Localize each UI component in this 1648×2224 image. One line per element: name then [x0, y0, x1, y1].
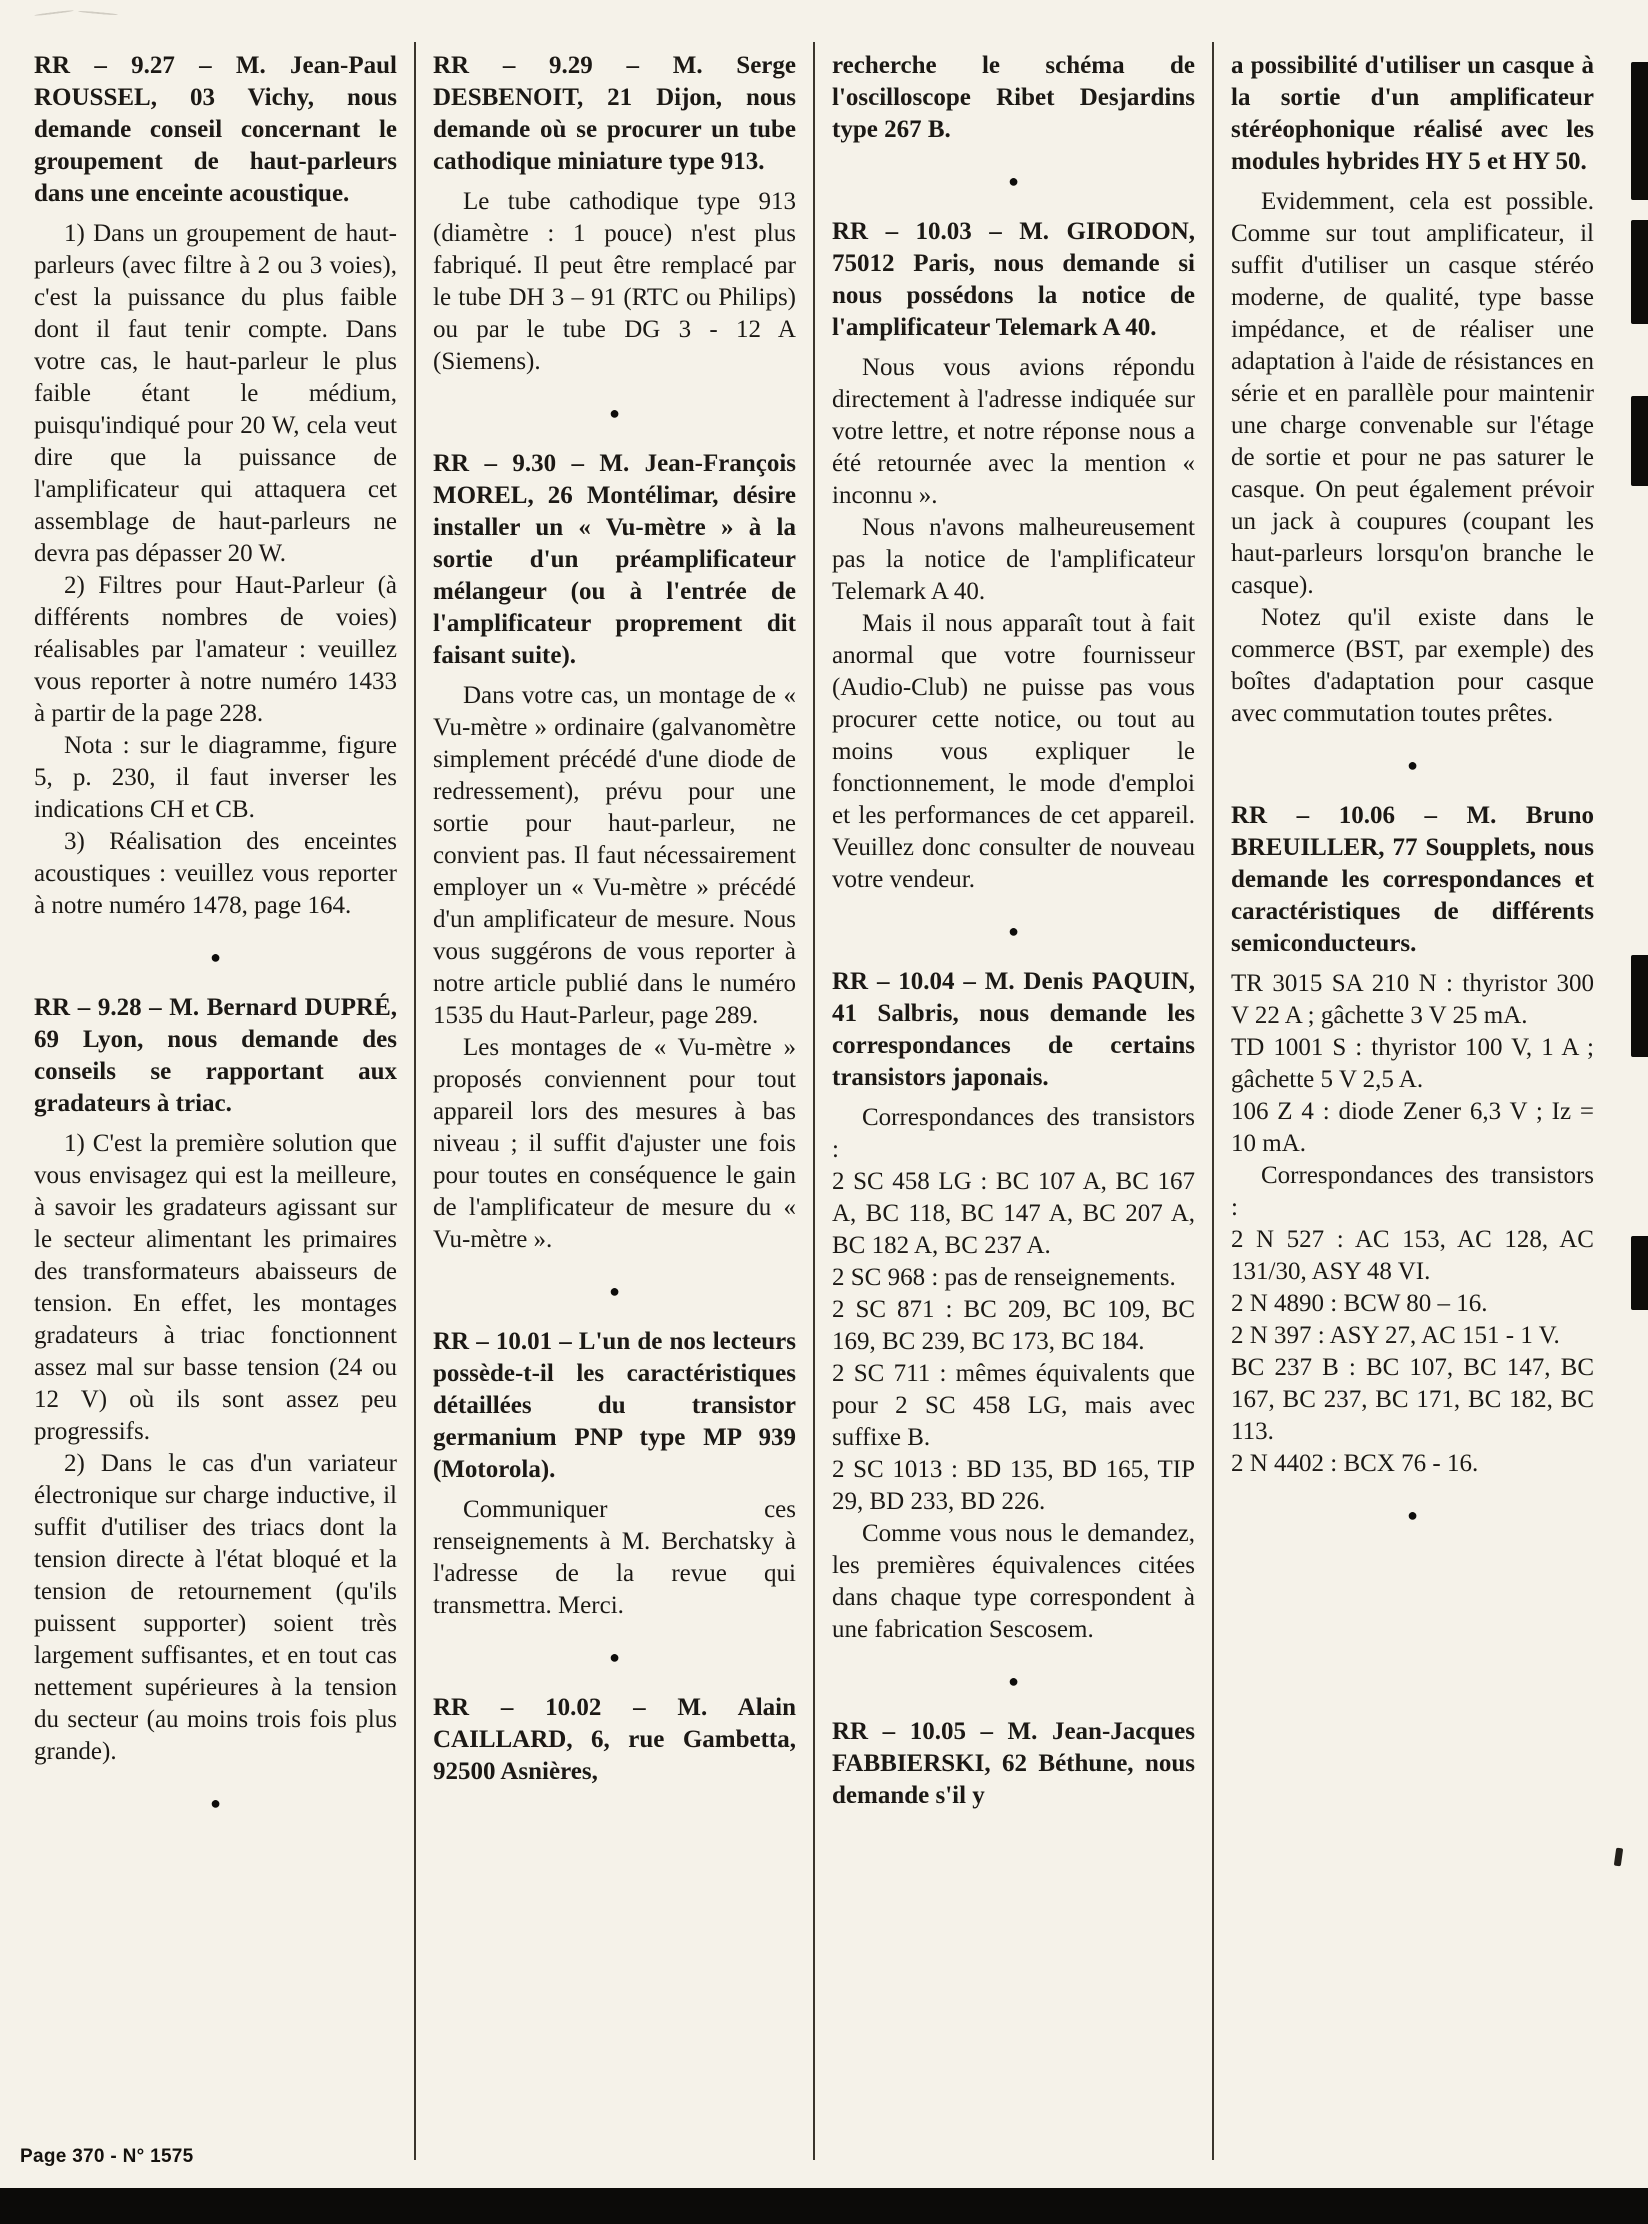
answer-paragraph: TR 3015 SA 210 N : thyristor 300 V 22 A ; gâchette 3 V 25 mA.: [1231, 970, 1594, 1029]
page-footer: Page 370 - N° 1575: [20, 2146, 194, 2167]
bullet-separator: ●: [1407, 1505, 1418, 1525]
answer-paragraph: Communiquer ces renseignements à M. Berchatsky à l'adresse de la revue qui transmettra. Merci.: [433, 1496, 796, 1619]
question-heading: RR – 10.04 – M. Denis PAQUIN, 41 Salbris, nous demande les correspondances de certains transistors japonais.: [832, 968, 1195, 1091]
answer-paragraph: Correspondances des transistors :: [1231, 1162, 1594, 1221]
answer-paragraph: Notez qu'il existe dans le commerce (BST, par exemple) des boîtes d'adaptation pour casque avec commutation toutes prêtes.: [1231, 604, 1594, 727]
bullet-separator: ●: [609, 1647, 620, 1667]
answer-paragraph: 1) Dans un groupement de haut-parleurs (avec filtre à 2 ou 3 voies), c'est la puissance du plus faible dont il faut tenir compte. Dans votre cas, le haut-parleur le plus faible étant le médium, puisqu'indiqué pour 20 W, cela veut dire que la puissance de l'amplificateur qui attaquera cet assemblage de haut-parleurs ne devra pas dépasser 20 W.: [34, 220, 397, 567]
question-heading: RR – 9.28 – M. Bernard DUPRÉ, 69 Lyon, nous demande des conseils se rapportant aux gradateurs à triac.: [34, 994, 397, 1117]
answer-paragraph: BC 237 B : BC 107, BC 147, BC 167, BC 237, BC 171, BC 182, BC 113.: [1231, 1354, 1594, 1445]
answer-paragraph: 2 SC 968 : pas de renseignements.: [832, 1264, 1176, 1291]
pencil-mark-artifact: [34, 2, 126, 26]
answer-paragraph: Comme vous nous le demandez, les premières équivalences citées dans chaque type correspondent à une fabrication Sescosem.: [832, 1520, 1195, 1643]
bullet-separator: ●: [1407, 755, 1418, 775]
question-heading: RR – 10.03 – M. GIRODON, 75012 Paris, nous demande si nous possédons la notice de l'amplificateur Telemark A 40.: [832, 218, 1195, 341]
text-column-1: [28, 42, 414, 2160]
question-heading: a possibilité d'utiliser un casque à la sortie d'un amplificateur stéréophonique réalisé avec les modules hybrides HY 5 et HY 50.: [1231, 52, 1594, 175]
answer-paragraph: 2 SC 458 LG : BC 107 A, BC 167 A, BC 118, BC 147 A, BC 207 A, BC 182 A, BC 237 A.: [832, 1168, 1195, 1259]
answer-paragraph: Correspondances des transistors :: [832, 1104, 1195, 1163]
answer-paragraph: Les montages de « Vu-mètre » proposés conviennent pour tout appareil lors des mesures à bas niveau ; il suffit d'ajuster une fois pour toutes en conséquence le gain de l'amplificateur de mesure du « Vu-mètre ».: [433, 1034, 796, 1253]
answer-paragraph: 106 Z 4 : diode Zener 6,3 V ; Iz = 10 mA.: [1231, 1098, 1594, 1157]
answer-paragraph: 2 SC 871 : BC 209, BC 109, BC 169, BC 239, BC 173, BC 184.: [832, 1296, 1195, 1355]
scan-artifact-bar: [1631, 62, 1648, 200]
answer-paragraph: Evidemment, cela est possible. Comme sur tout amplificateur, il suffit d'utiliser un casque stéréo moderne, de qualité, type basse impédance, et de réaliser une adaptation à l'aide de résistances en série et en parallèle pour maintenir une charge convenable sur l'étage de sortie et pour ne pas saturer le casque. On peut également prévoir un jack à coupures (coupant les haut-parleurs lorsqu'on branche le casque).: [1231, 188, 1594, 599]
question-heading: RR – 9.30 – M. Jean-François MOREL, 26 Montélimar, désire installer un « Vu-mètre » à la sortie d'un préamplificateur mélangeur (ou à l'entrée de l'amplificateur proprement dit faisant suite).: [433, 450, 796, 669]
answer-paragraph: 3) Réalisation des enceintes acoustiques : veuillez vous reporter à notre numéro 1478, page 164.: [34, 828, 397, 919]
bullet-separator: ●: [1008, 921, 1019, 941]
text-column-3: [813, 42, 1212, 2160]
bullet-separator: ●: [609, 1281, 620, 1301]
scan-artifact-bar: [1631, 955, 1648, 1057]
question-heading: RR – 9.29 – M. Serge DESBENOIT, 21 Dijon, nous demande où se procurer un tube cathodique miniature type 913.: [433, 52, 796, 175]
scan-artifact-mark: [1614, 1848, 1623, 1867]
scan-artifact-bar: [1631, 396, 1648, 486]
question-heading: RR – 10.06 – M. Bruno BREUILLER, 77 Soupplets, nous demande les correspondances et caractéristiques de différents semiconducteurs.: [1231, 802, 1594, 957]
question-heading: RR – 10.01 – L'un de nos lecteurs possède-t-il les caractéristiques détaillées du transistor germanium PNP type MP 939 (Motorola).: [433, 1328, 796, 1483]
answer-paragraph: Nota : sur le diagramme, figure 5, p. 230, il faut inverser les indications CH et CB.: [34, 732, 397, 823]
scan-artifact-bottom-bar: [0, 2188, 1648, 2224]
answer-paragraph: Mais il nous apparaît tout à fait anormal que votre fournisseur (Audio-Club) ne puisse pas vous procurer cette notice, ou tout au moins vous expliquer le fonctionnement, le mode d'emploi et les performances de cet appareil. Veuillez donc consulter de nouveau votre vendeur.: [832, 610, 1195, 893]
text-column-2: [414, 42, 813, 2160]
article-columns: [28, 42, 1600, 2160]
answer-paragraph: TD 1001 S : thyristor 100 V, 1 A ; gâchette 5 V 2,5 A.: [1231, 1034, 1594, 1093]
question-heading: recherche le schéma de l'oscilloscope Ribet Desjardins type 267 B.: [832, 52, 1195, 143]
question-heading: RR – 10.02 – M. Alain CAILLARD, 6, rue Gambetta, 92500 Asnières,: [433, 1694, 796, 1785]
text-column-4: [1212, 42, 1600, 2160]
bullet-separator: ●: [1008, 1671, 1019, 1691]
answer-paragraph: Nous n'avons malheureusement pas la notice de l'amplificateur Telemark A 40.: [832, 514, 1195, 605]
bullet-separator: ●: [210, 1793, 221, 1813]
answer-paragraph: Le tube cathodique type 913 (diamètre : 1 pouce) n'est plus fabriqué. Il peut être remplacé par le tube DH 3 – 91 (RTC ou Philips) ou par le tube DG 3 - 12 A (Siemens).: [433, 188, 796, 375]
answer-paragraph: 2 N 4402 : BCX 76 - 16.: [1231, 1450, 1479, 1477]
answer-paragraph: 2 SC 1013 : BD 135, BD 165, TIP 29, BD 233, BD 226.: [832, 1456, 1195, 1515]
answer-paragraph: 2) Dans le cas d'un variateur électronique sur charge inductive, il suffit d'utiliser des triacs dont la tension directe à l'état bloqué et la tension de retournement (qu'ils puissent supporter) soient très largement suffisantes, et en tout cas nettement supérieures à la tension du secteur (au moins trois fois plus grande).: [34, 1450, 397, 1765]
scan-artifact-bar: [1631, 220, 1648, 324]
bullet-separator: ●: [210, 947, 221, 967]
bullet-separator: ●: [1008, 171, 1019, 191]
answer-paragraph: 2 N 4890 : BCW 80 – 16.: [1231, 1290, 1488, 1317]
answer-paragraph: 2 N 397 : ASY 27, AC 151 - 1 V.: [1231, 1322, 1560, 1349]
scan-artifact-bar: [1631, 1236, 1648, 1310]
question-heading: RR – 10.05 – M. Jean-Jacques FABBIERSKI, 62 Béthune, nous demande s'il y: [832, 1718, 1195, 1809]
answer-paragraph: 2) Filtres pour Haut-Parleur (à différents nombres de voies) réalisables par l'amateur : veuillez vous reporter à notre numéro 1433 à partir de la page 228.: [34, 572, 397, 727]
answer-paragraph: Dans votre cas, un montage de « Vu-mètre » ordinaire (galvanomètre simplement précédé d'une diode de redressement), prévu pour une sortie pour haut-parleur, ne convient pas. Il faut nécessairement employer un « Vu-mètre » précédé d'un amplificateur de mesure. Nous vous suggérons de vous reporter à notre article publié dans le numéro 1535 du Haut-Parleur, page 289.: [433, 682, 796, 1029]
bullet-separator: ●: [609, 403, 620, 423]
answer-paragraph: 2 SC 711 : mêmes équivalents que pour 2 SC 458 LG, mais avec suffixe B.: [832, 1360, 1195, 1451]
answer-paragraph: 2 N 527 : AC 153, AC 128, AC 131/30, ASY 48 VI.: [1231, 1226, 1594, 1285]
answer-paragraph: 1) C'est la première solution que vous envisagez qui est la meilleure, à savoir les gradateurs agissant sur le secteur alimentant les primaires des transformateurs abaisseurs de tension. En effet, les montages gradateurs à triac fonctionnent assez mal sur basse tension (24 ou 12 V) où ils sont assez peu progressifs.: [34, 1130, 397, 1445]
answer-paragraph: Nous vous avions répondu directement à l'adresse indiquée sur votre lettre, et notre réponse nous a été retournée avec la mention « inconnu ».: [832, 354, 1195, 509]
question-heading: RR – 9.27 – M. Jean-Paul ROUSSEL, 03 Vichy, nous demande conseil concernant le groupement de haut-parleurs dans une enceinte acoustique.: [34, 52, 397, 207]
